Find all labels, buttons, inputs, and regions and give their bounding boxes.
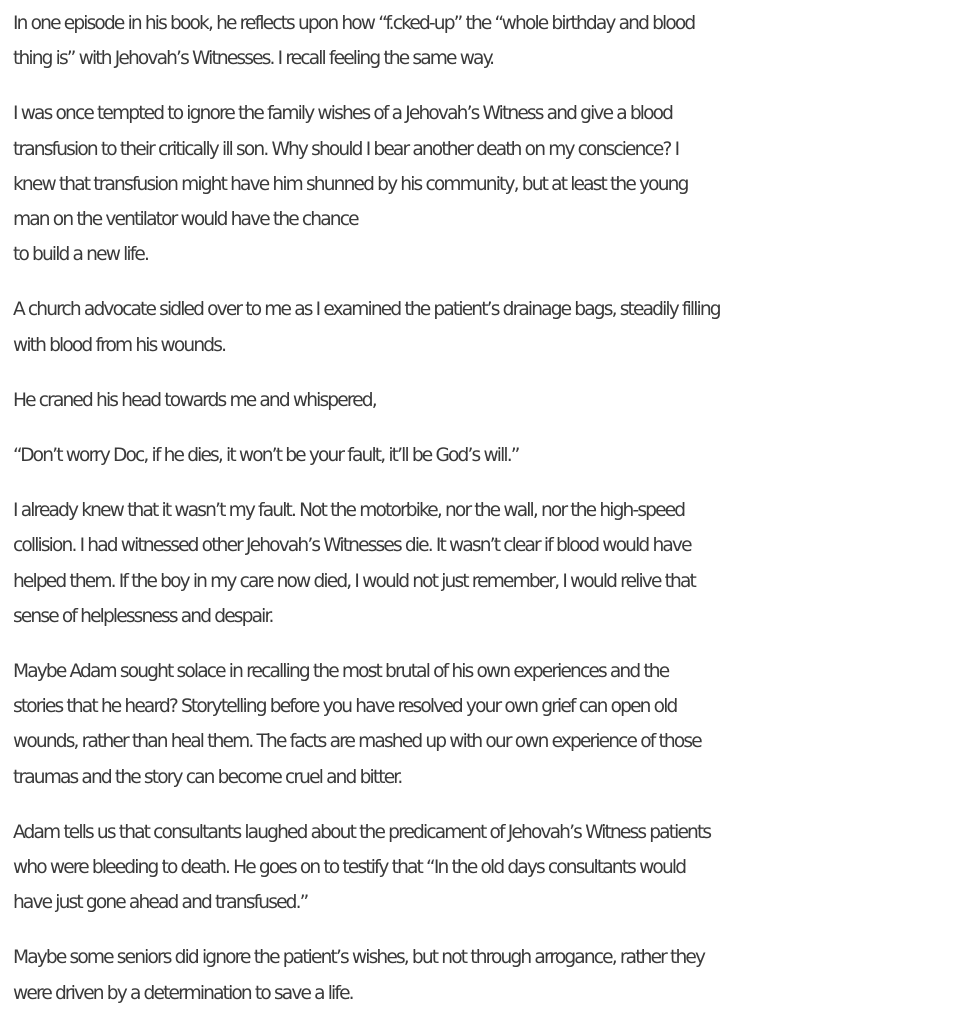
text-line: wounds, rather than heal them. The facts are mashed up with our own experience of those [13, 731, 701, 753]
text-line: Maybe some seniors did ignore the patient’s wishes, but not through arrogance, rather they [13, 947, 705, 969]
text-line: man on the ventilator would have the chance [13, 209, 358, 231]
text-line: thing is” with Jehovah’s Witnesses. I recall feeling the same way. [13, 48, 494, 70]
paragraph [13, 815, 970, 921]
text-line: I was once tempted to ignore the family wishes of a Jehovah’s Witness and give a blood [13, 103, 673, 125]
paragraph [13, 493, 970, 634]
text-line: A church advocate sidled over to me as I examined the patient’s drainage bags, steadily filling [13, 299, 720, 321]
text-line: “Don’t worry Doc, if he dies, it won’t be your fault, it’ll be God’s will.” [13, 445, 519, 467]
paragraph [13, 940, 970, 1010]
text-line: were driven by a determination to save a life. [13, 982, 353, 1004]
paragraph [13, 292, 970, 362]
quote-paragraph [13, 438, 970, 473]
text-line: to build a new life. [13, 244, 149, 266]
text-line: transfusion to their critically ill son. Why should I bear another death on my conscience? I [13, 138, 679, 160]
text-line: with blood from his wounds. [13, 334, 226, 356]
paragraph [13, 6, 970, 76]
paragraph [13, 96, 970, 272]
text-line: helped them. If the boy in my care now died, I would not just remember, I would relive that [13, 570, 695, 592]
text-line: have just gone ahead and transfused.” [13, 892, 308, 914]
text-line: traumas and the story can become cruel and bitter. [13, 766, 402, 788]
text-line: sense of helplessness and despair. [13, 605, 273, 627]
text-line: In one episode in his book, he reflects upon how “f.cked-up” the “whole birthday and blood [13, 13, 695, 34]
text-line: Maybe Adam sought solace in recalling the most brutal of his own experiences and the [13, 661, 669, 683]
paragraph [13, 654, 970, 795]
text-line: knew that transfusion might have him shunned by his community, but at least the young [13, 173, 688, 195]
text-line: stories that he heard? Storytelling before you have resolved your own grief can open old [13, 696, 677, 718]
text-line: who were bleeding to death. He goes on to testify that “In the old days consultants would [13, 857, 686, 879]
text-line: I already knew that it wasn’t my fault. Not the motorbike, nor the wall, nor the high-speed [13, 500, 685, 522]
text-line: He craned his head towards me and whispered, [13, 389, 376, 411]
paragraph [13, 383, 970, 418]
text-line: Adam tells us that consultants laughed about the predicament of Jehovah’s Witness patients [13, 821, 711, 843]
text-line: collision. I had witnessed other Jehovah’s Witnesses die. It wasn’t clear if blood would have [13, 535, 691, 557]
